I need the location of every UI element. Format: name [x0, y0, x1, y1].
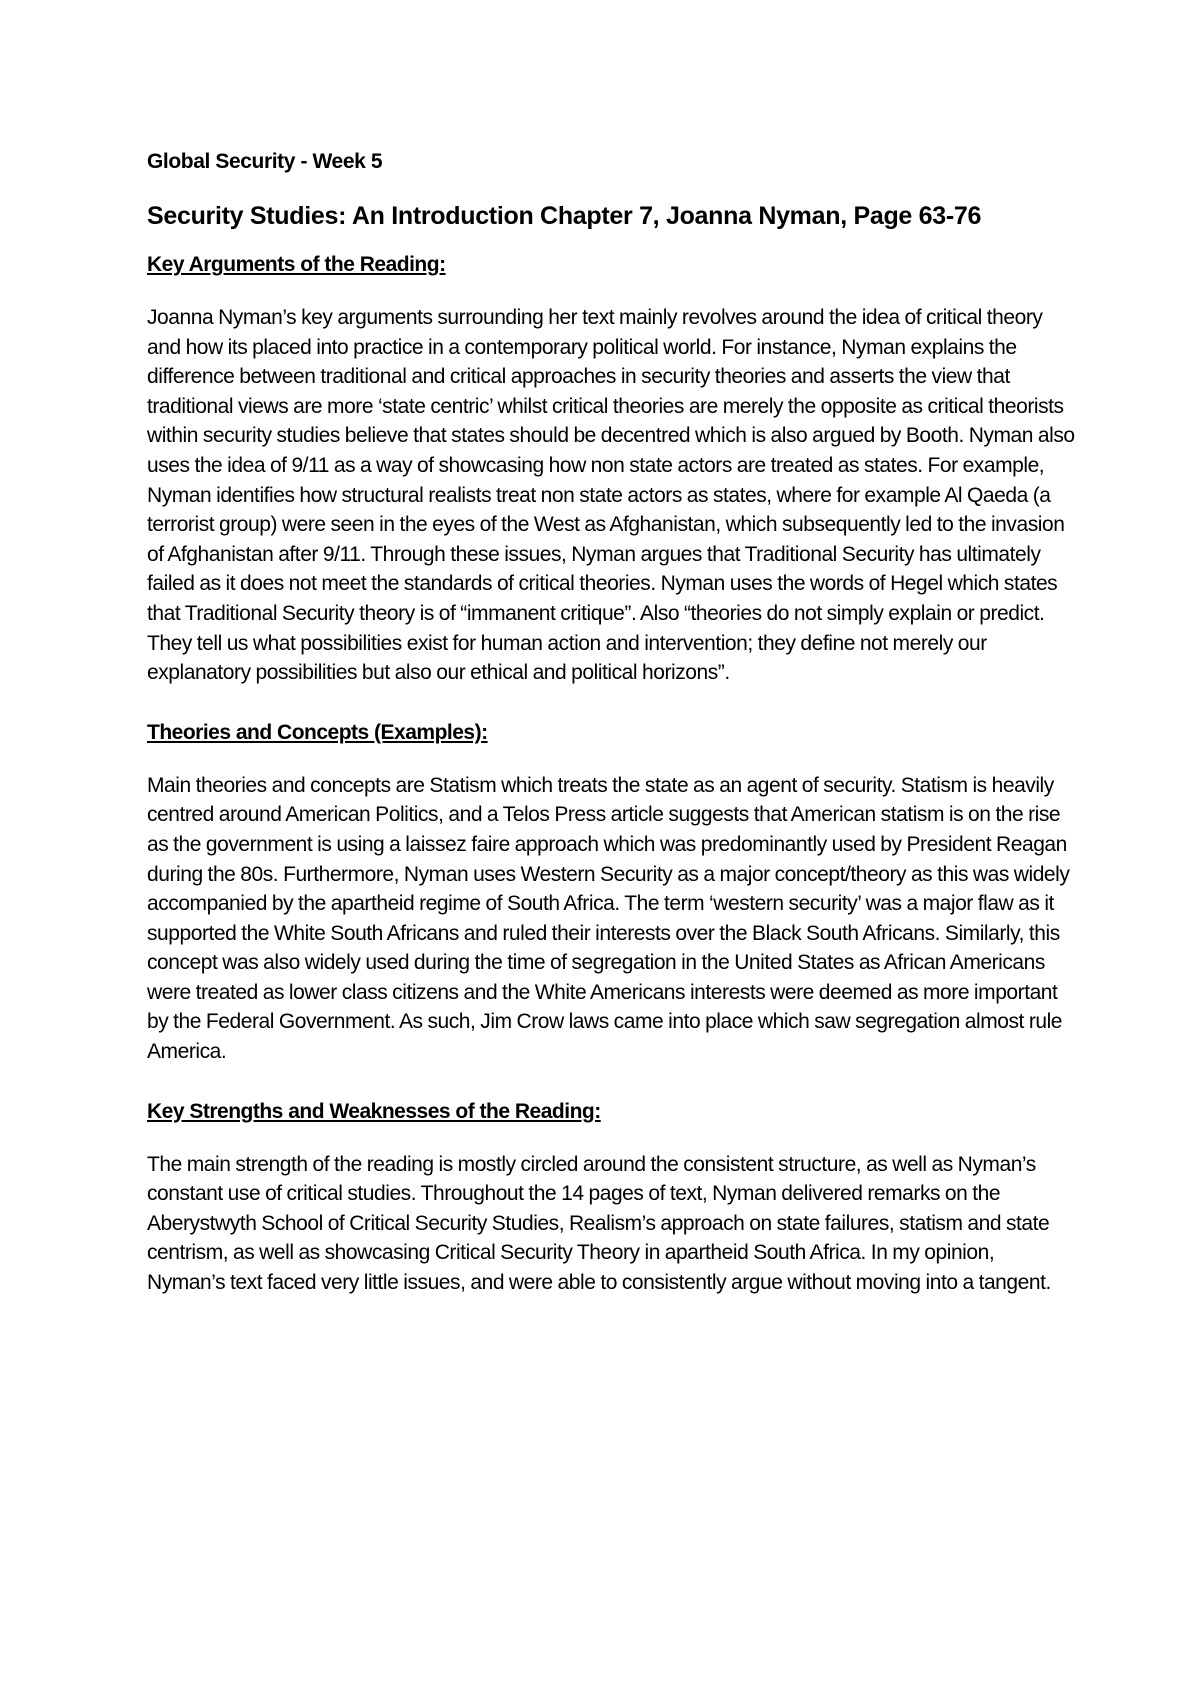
section-strengths-weaknesses: [147, 1098, 1077, 1298]
document-body: [147, 148, 1077, 1298]
section-paragraph: The main strength of the reading is mostly circled around the consistent structure, as well as Nyman’s constant use of critical studies. Throughout the 14 pages of text, Nyman delivered remarks on the Aberystwyth School of Critical Security Studies, Realism’s approach on state failures, statism and state centrism, as well as showcasing Critical Security Theory in apartheid South Africa. In my opinion, Nyman’s text faced very little issues, and were able to consistently argue without moving into a tangent.: [147, 1152, 1051, 1295]
section-theories-concepts: [147, 719, 1077, 1067]
section-paragraph: Main theories and concepts are Statism which treats the state as an agent of security. Statism is heavily centred around American Politics, and a Telos Press article suggests that American statism is on the rise as the government is using a laissez faire approach which was predominantly used by President Reagan during the 80s. Furthermore, Nyman uses Western Security as a major concept/theory as this was widely accompanied by the apartheid regime of South Africa. The term ‘western security’ was a major flaw as it supported the White South Africans and ruled their interests over the Black South Africans. Similarly, this concept was also widely used during the time of segregation in the United States as African Americans were treated as lower class citizens and the White Americans interests were deemed as more important by the Federal Government. As such, Jim Crow laws came into place which saw segregation almost rule America.: [147, 773, 1070, 1064]
section-key-arguments: [147, 251, 1077, 688]
section-heading: Theories and Concepts (Examples):: [147, 720, 488, 744]
section-paragraph: Joanna Nyman’s key arguments surrounding her text mainly revolves around the idea of critical theory and how its placed into practice in a contemporary political world. For instance, Nyman explains the difference between traditional and critical approaches in security theories and asserts the view that traditional views are more ‘state centric’ whilst critical theories are merely the opposite as critical theorists within security studies believe that states should be decentred which is also argued by Booth. Nyman also uses the idea of 9/11 as a way of showcasing how non state actors are treated as states. For example, Nyman identifies how structural realists treat non state actors as states, where for example Al Qaeda (a terrorist group) were seen in the eyes of the West as Afghanistan, which subsequently led to the invasion of Afghanistan after 9/11. Through these issues, Nyman argues that Traditional Security has ultimately failed as it does not meet the standards of critical theories. Nyman uses the words of Hegel which states that Traditional Security theory is of “immanent critique”. Also “theories do not simply explain or predict. They tell us what possibilities exist for human action and intervention; they define not merely our explanatory possibilities but also our ethical and political horizons”.: [147, 306, 1075, 685]
section-heading: Key Arguments of the Reading:: [147, 253, 446, 276]
document-header: Global Security - Week 5: [147, 150, 383, 173]
document-title: Security Studies: An Introduction Chapter 7, Joanna Nyman, Page 63-76: [147, 202, 982, 230]
section-heading: Key Strengths and Weaknesses of the Reading:: [147, 1099, 601, 1123]
